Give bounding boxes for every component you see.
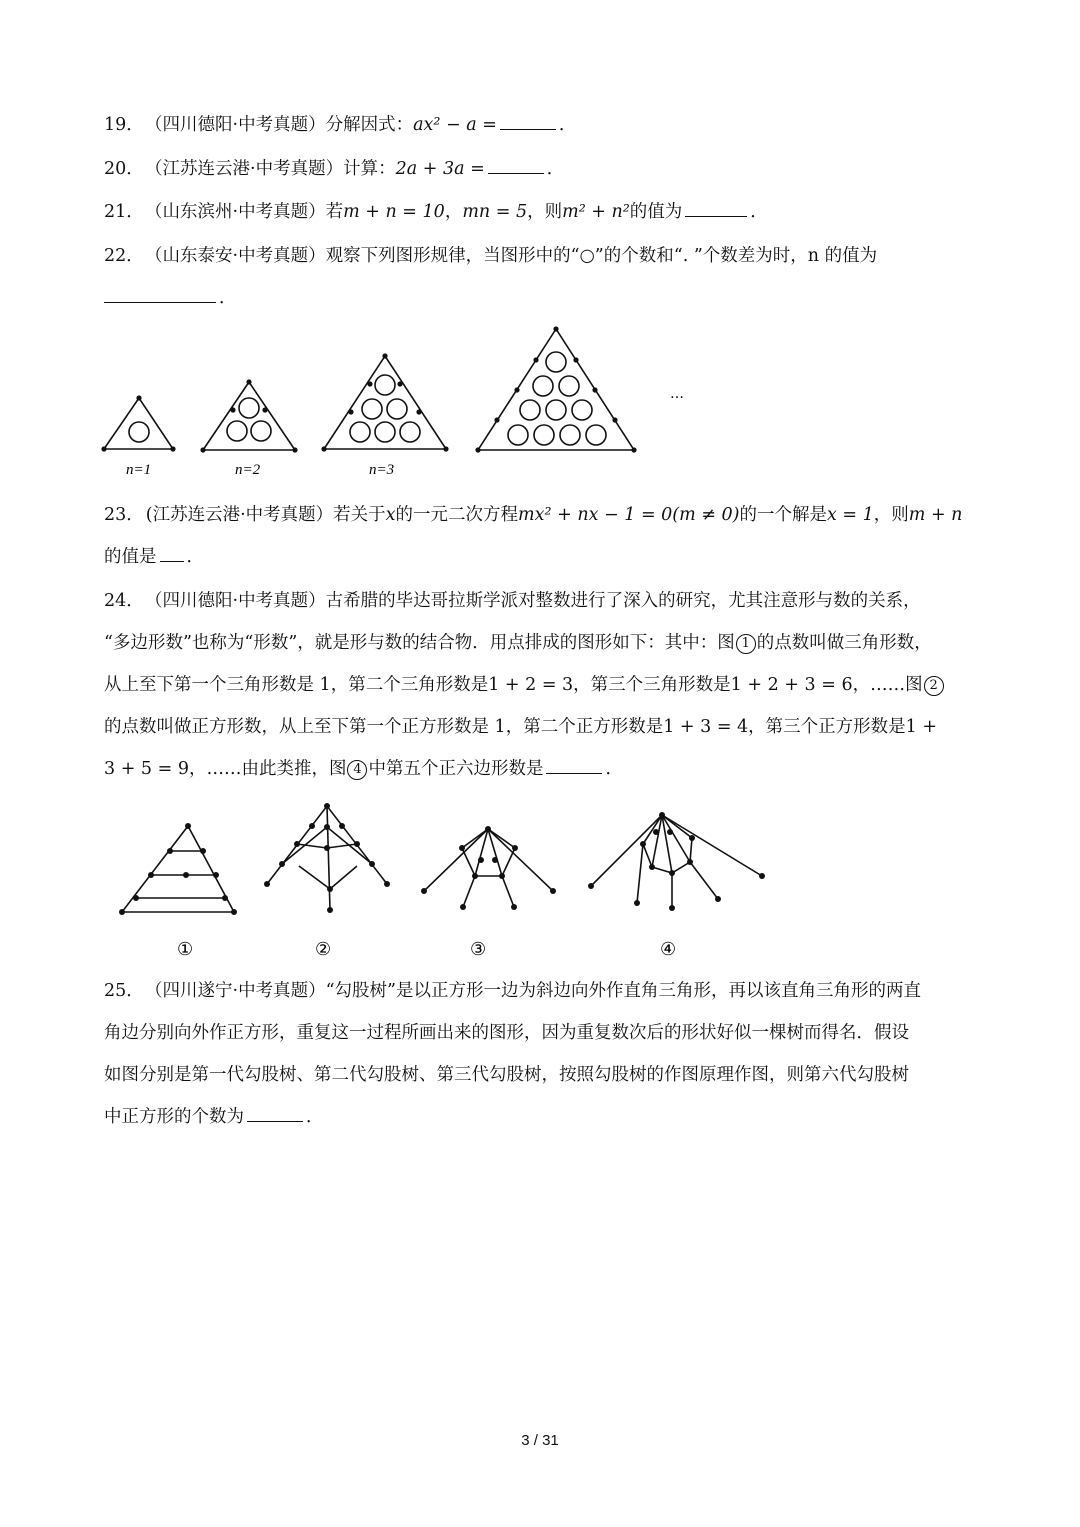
figure-label-1: ① bbox=[177, 939, 194, 960]
label-n2: n=2 bbox=[235, 462, 261, 478]
figure-label-3: ③ bbox=[470, 939, 487, 960]
page-number: 3 / 31 bbox=[521, 1432, 559, 1449]
label-n1: n=1 bbox=[126, 462, 152, 478]
question-25: 25． （四川遂宁·中考真题）“勾股树”是以正方形一边为斜边向外作直角三角形，再以该直角三角形的两直 角边分别向外作正方形，重复这一过程所画出来的图形，因为重复数次后的形状好似一棵树而得名．假设 如图分别是第一代勾股树、第二代勾股树、第三代勾股树，按照勾股树的作图原理作图，则第六代勾股树 中正方形的个数为 ． bbox=[104, 981, 921, 1127]
question-22: 22． （山东泰安·中考真题）观察下列图形规律，当图形中的“○”的个数和“. ”个数差为时，n 的值为 ． bbox=[104, 246, 878, 308]
circled-4: 4 bbox=[347, 760, 367, 780]
question-20: 20． （江苏连云港·中考真题）计算：2a + 3a = ． bbox=[104, 159, 565, 179]
figure-label-4: ④ bbox=[660, 939, 677, 960]
answer-blank bbox=[247, 1120, 303, 1122]
label-n3: n=3 bbox=[369, 462, 395, 478]
question-24: 24． （四川德阳·中考真题）古希腊的毕达哥拉斯学派对整数进行了深入的研究，尤其注意形与数的关系， “多边形数”也称为“形数”，就是形与数的结合物．用点排成的图形如下：其中：图 1 的点数叫做三角形数， 从上至下第一个三角形数是 1，第二个三角形数是1 + 2 = 3，第三个三角形数是1 + 2 + 3 = 6，……图 2 的点数叫做正方形数，从上至下第一个正方形数是 1，第二个正方形数是1 + 3 = 4，第三个正方形数是1 + 3 + 5 = 9，……由此类推，图 4 中第五个正六边形数是 ． bbox=[104, 580, 980, 790]
question-21: 21． （山东滨州·中考真题）若m + n = 10，mn = 5，则m² + n²的值为 ． bbox=[104, 202, 768, 222]
circled-2: 2 bbox=[924, 676, 944, 696]
ellipsis: … bbox=[670, 386, 684, 402]
figure-label-2: ② bbox=[315, 939, 332, 960]
question-19: 19． （四川德阳·中考真题）分解因式：ax² − a = ． bbox=[104, 115, 577, 135]
question-23: 23． (江苏连云港·中考真题）若关于x的一元二次方程mx² + nx − 1 = 0(m ≠ 0)的一个解是x = 1，则m + n 的值是 ． bbox=[104, 505, 963, 567]
circled-1: 1 bbox=[736, 634, 756, 654]
